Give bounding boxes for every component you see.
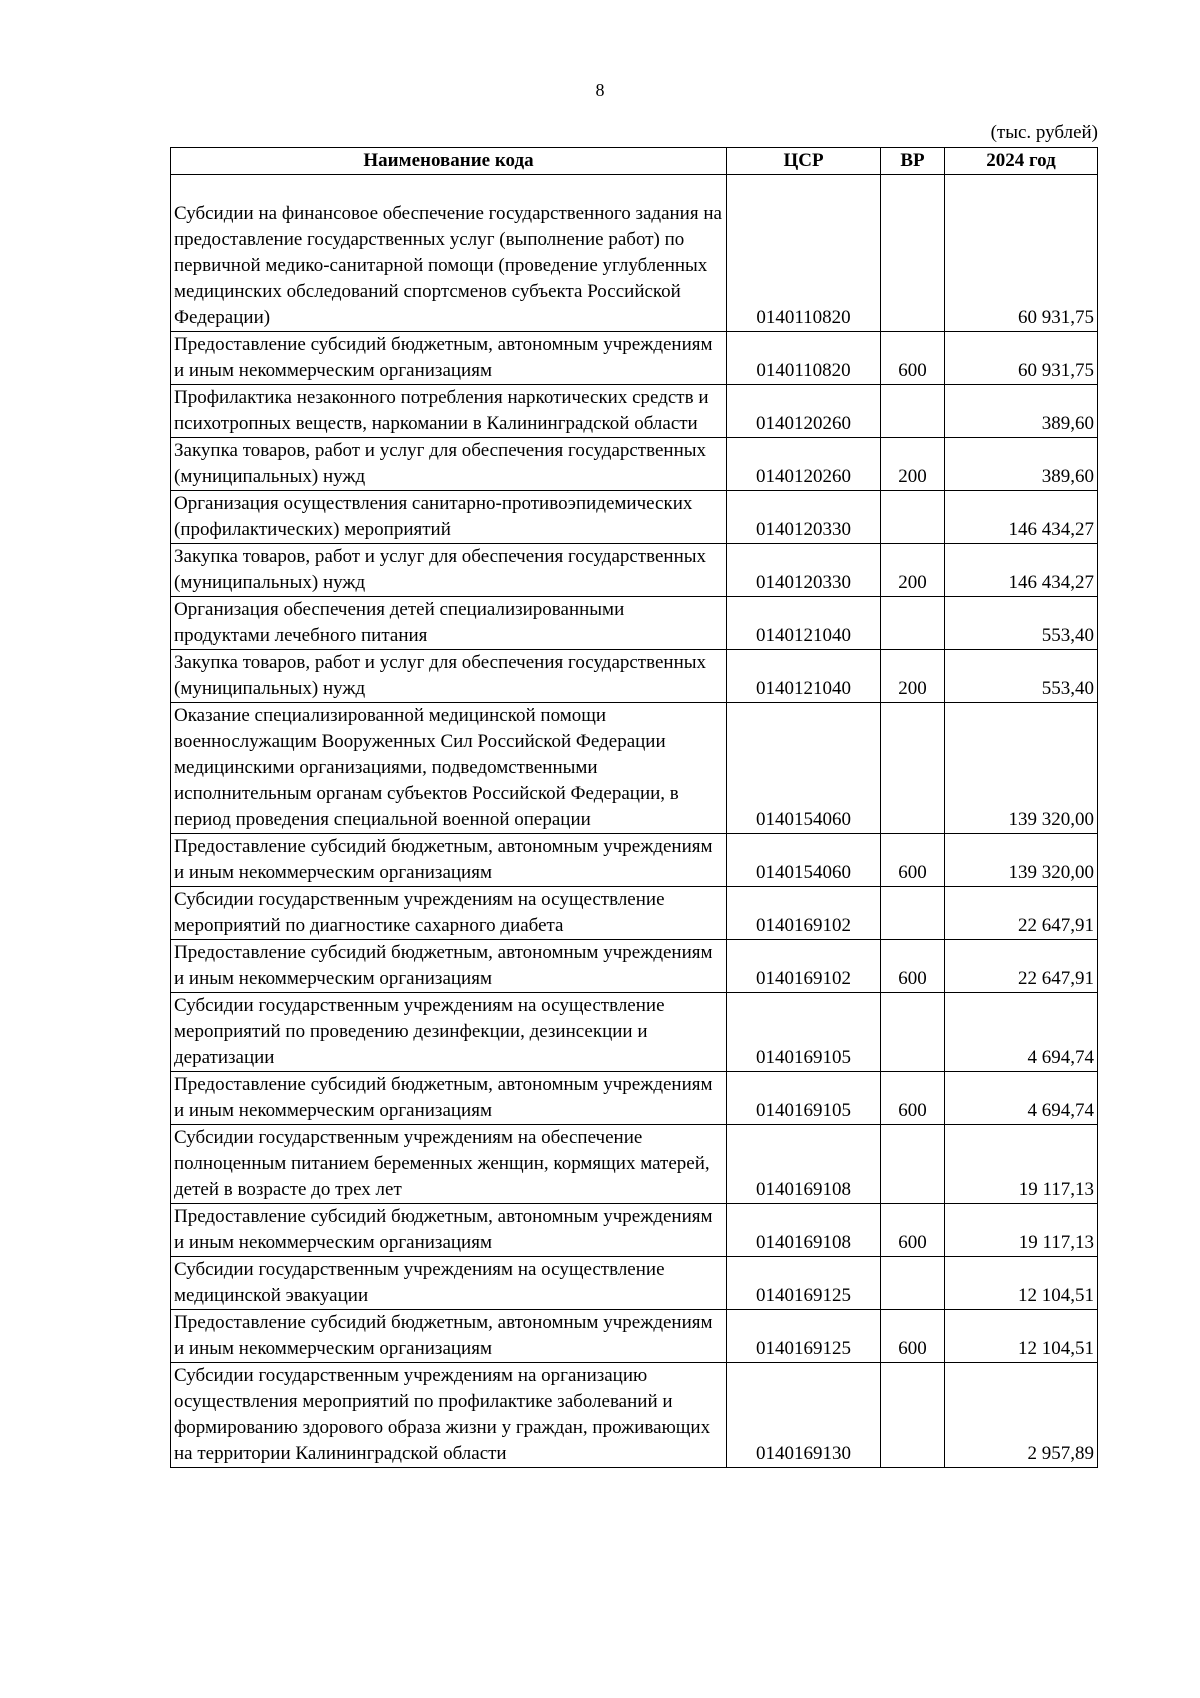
row-name: Организация осуществления санитарно-противоэпидемических (профилактических) мероприятий xyxy=(171,491,727,544)
row-vr: 200 xyxy=(881,650,945,703)
row-vr xyxy=(881,175,945,332)
units-label: (тыс. рублей) xyxy=(990,122,1098,143)
row-name: Предоставление субсидий бюджетным, автономным учреждениям и иным некоммерческим организациям xyxy=(171,332,727,385)
row-csr: 0140169125 xyxy=(727,1310,881,1363)
table-row xyxy=(171,544,1098,597)
row-sum: 19 117,13 xyxy=(945,1204,1098,1257)
row-csr: 0140154060 xyxy=(727,703,881,834)
row-name: Предоставление субсидий бюджетным, автономным учреждениям и иным некоммерческим организациям xyxy=(171,1072,727,1125)
table-row xyxy=(171,491,1098,544)
row-vr: 600 xyxy=(881,1204,945,1257)
row-name: Предоставление субсидий бюджетным, автономным учреждениям и иным некоммерческим организациям xyxy=(171,834,727,887)
row-sum: 22 647,91 xyxy=(945,940,1098,993)
table-row xyxy=(171,175,1098,332)
row-vr: 600 xyxy=(881,332,945,385)
row-csr: 0140169105 xyxy=(727,1072,881,1125)
row-name: Закупка товаров, работ и услуг для обеспечения государственных (муниципальных) нужд xyxy=(171,544,727,597)
row-name: Организация обеспечения детей специализированными продуктами лечебного питания xyxy=(171,597,727,650)
row-name: Оказание специализированной медицинской помощи военнослужащим Вооруженных Сил Российской Федерации медицинскими организациями, подведомственными исполнительным органам субъектов Российской Федерации, в период проведения специальной военной операции xyxy=(171,703,727,834)
row-name: Субсидии государственным учреждениям на осуществление мероприятий по диагностике сахарного диабета xyxy=(171,887,727,940)
table-row xyxy=(171,834,1098,887)
row-name: Субсидии государственным учреждениям на обеспечение полноценным питанием беременных женщин, кормящих матерей, детей в возрасте до трех лет xyxy=(171,1125,727,1204)
row-name: Профилактика незаконного потребления наркотических средств и психотропных веществ, наркомании в Калининградской области xyxy=(171,385,727,438)
row-name: Субсидии государственным учреждениям на осуществление мероприятий по проведению дезинфекции, дезинсекции и дератизации xyxy=(171,993,727,1072)
row-csr: 0140169108 xyxy=(727,1125,881,1204)
row-sum: 389,60 xyxy=(945,438,1098,491)
row-sum: 60 931,75 xyxy=(945,332,1098,385)
row-vr xyxy=(881,1257,945,1310)
row-csr: 0140169130 xyxy=(727,1363,881,1468)
row-csr: 0140121040 xyxy=(727,597,881,650)
row-name: Закупка товаров, работ и услуг для обеспечения государственных (муниципальных) нужд xyxy=(171,650,727,703)
row-vr xyxy=(881,993,945,1072)
row-name: Предоставление субсидий бюджетным, автономным учреждениям и иным некоммерческим организациям xyxy=(171,940,727,993)
table-row xyxy=(171,940,1098,993)
row-vr: 600 xyxy=(881,940,945,993)
row-name: Субсидии государственным учреждениям на осуществление медицинской эвакуации xyxy=(171,1257,727,1310)
row-sum: 553,40 xyxy=(945,597,1098,650)
row-name: Предоставление субсидий бюджетным, автономным учреждениям и иным некоммерческим организациям xyxy=(171,1310,727,1363)
table-row xyxy=(171,650,1098,703)
row-vr xyxy=(881,703,945,834)
row-vr xyxy=(881,385,945,438)
table-row xyxy=(171,1072,1098,1125)
row-vr xyxy=(881,597,945,650)
table-row xyxy=(171,385,1098,438)
table-row xyxy=(171,1204,1098,1257)
row-vr: 600 xyxy=(881,1310,945,1363)
row-csr: 0140120260 xyxy=(727,385,881,438)
row-csr: 0140120330 xyxy=(727,544,881,597)
row-csr: 0140121040 xyxy=(727,650,881,703)
row-sum: 139 320,00 xyxy=(945,703,1098,834)
header-vr: ВР xyxy=(881,148,945,175)
row-vr: 600 xyxy=(881,834,945,887)
row-sum: 4 694,74 xyxy=(945,1072,1098,1125)
table-row xyxy=(171,993,1098,1072)
table-body xyxy=(171,175,1098,1468)
page-number: 8 xyxy=(595,80,605,100)
header-name: Наименование кода xyxy=(171,148,727,175)
budget-table xyxy=(170,147,1098,1468)
row-sum: 4 694,74 xyxy=(945,993,1098,1072)
table-row xyxy=(171,887,1098,940)
table-row xyxy=(171,1310,1098,1363)
row-sum: 389,60 xyxy=(945,385,1098,438)
row-csr: 0140169102 xyxy=(727,940,881,993)
row-sum: 22 647,91 xyxy=(945,887,1098,940)
row-name: Предоставление субсидий бюджетным, автономным учреждениям и иным некоммерческим организациям xyxy=(171,1204,727,1257)
row-csr: 0140169108 xyxy=(727,1204,881,1257)
table-row xyxy=(171,332,1098,385)
row-vr: 200 xyxy=(881,544,945,597)
row-csr: 0140169125 xyxy=(727,1257,881,1310)
row-sum: 139 320,00 xyxy=(945,834,1098,887)
row-csr: 0140120330 xyxy=(727,491,881,544)
row-csr: 0140154060 xyxy=(727,834,881,887)
row-vr xyxy=(881,1363,945,1468)
row-name: Субсидии на финансовое обеспечение государственного задания на предоставление государственных услуг (выполнение работ) по первичной медико-санитарной помощи (проведение углубленных медицинских обследований спортсменов субъекта Российской Федерации) xyxy=(171,175,727,332)
header-csr: ЦСР xyxy=(727,148,881,175)
row-sum: 60 931,75 xyxy=(945,175,1098,332)
table-row xyxy=(171,703,1098,834)
row-csr: 0140120260 xyxy=(727,438,881,491)
row-sum: 2 957,89 xyxy=(945,1363,1098,1468)
table-row xyxy=(171,1363,1098,1468)
row-csr: 0140110820 xyxy=(727,332,881,385)
row-sum: 553,40 xyxy=(945,650,1098,703)
row-csr: 0140169102 xyxy=(727,887,881,940)
row-vr xyxy=(881,1125,945,1204)
table-row xyxy=(171,1257,1098,1310)
table-row xyxy=(171,438,1098,491)
row-vr xyxy=(881,887,945,940)
table-row xyxy=(171,597,1098,650)
row-csr: 0140169105 xyxy=(727,993,881,1072)
row-sum: 19 117,13 xyxy=(945,1125,1098,1204)
row-name: Закупка товаров, работ и услуг для обеспечения государственных (муниципальных) нужд xyxy=(171,438,727,491)
header-year: 2024 год xyxy=(945,148,1098,175)
table-header-row xyxy=(171,148,1098,175)
row-csr: 0140110820 xyxy=(727,175,881,332)
row-sum: 146 434,27 xyxy=(945,544,1098,597)
row-sum: 146 434,27 xyxy=(945,491,1098,544)
row-vr: 600 xyxy=(881,1072,945,1125)
row-sum: 12 104,51 xyxy=(945,1310,1098,1363)
row-vr xyxy=(881,491,945,544)
table-row xyxy=(171,1125,1098,1204)
row-name: Субсидии государственным учреждениям на организацию осуществления мероприятий по профилактике заболеваний и формированию здорового образа жизни у граждан, проживающих на территории Калининградской области xyxy=(171,1363,727,1468)
row-vr: 200 xyxy=(881,438,945,491)
row-sum: 12 104,51 xyxy=(945,1257,1098,1310)
